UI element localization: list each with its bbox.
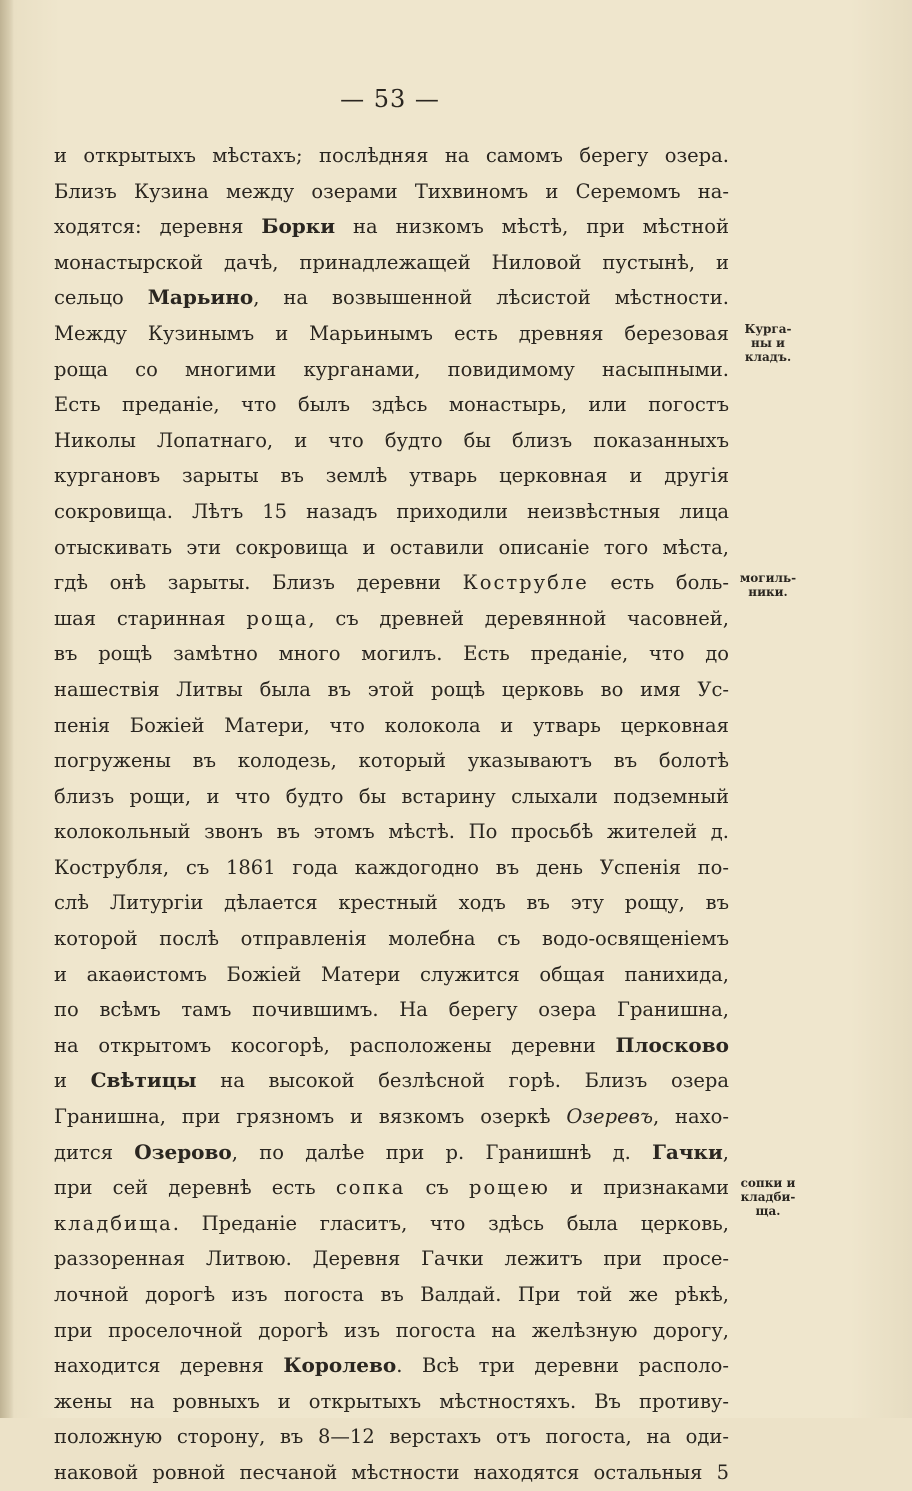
text-line [54,1277,729,1313]
text-run: гдѣ онѣ зарыты. Близъ деревни [54,571,463,595]
text-line [54,921,729,957]
text-run: жены на ровныхъ и открытыхъ мѣстностяхъ. Въ противу- [54,1389,729,1413]
text-line [54,1028,729,1064]
text-run: которой послѣ отправленія молебна съ водо-освященіемъ [54,927,729,951]
text-bold: Озерово [134,1139,232,1164]
text-run: кургановъ зарыты въ землѣ утварь церковная и другія [54,464,729,488]
text-bold: Плосково [615,1032,729,1057]
text-run: Между Кузинымъ и Марьинымъ есть древняя березовая [54,321,729,345]
text-line [54,636,729,672]
text-line [54,494,729,530]
margin-note: сопки и кладби- ща. [740,1176,796,1219]
page-body-text [54,138,729,1491]
text-line [54,280,729,316]
text-line [54,1063,729,1099]
text-run: и акаѳистомъ Божіей Матери служится общая панихида, [54,962,729,986]
text-line [54,850,729,886]
text-run: монастырской дачѣ, принадлежащей Ниловой пустынѣ, и [54,250,729,274]
margin-note: могиль- ники. [739,571,797,600]
text-spaced: кладбища [54,1211,173,1235]
page-number: — 53 — [340,85,440,113]
text-run: раззоренная Литвою. Деревня Гачки лежитъ при просе- [54,1247,729,1271]
text-run: на низкомъ мѣстѣ, при мѣстной [335,215,729,239]
margin-note: Курга- ны и кладъ. [744,322,792,364]
text-run: на высокой безлѣсной горѣ. Близъ озера [196,1069,729,1093]
text-bold: Гачки [652,1139,723,1164]
text-run: ходятся: деревня [54,215,262,239]
text-run: пенія Божіей Матери, что колокола и утварь церковная [54,713,729,737]
text-line [54,245,729,281]
text-run: Есть преданіе, что былъ здѣсь монастырь, или погостъ [54,393,729,417]
text-line [54,1348,729,1384]
text-line [54,530,729,566]
text-line [54,1099,729,1135]
text-run: сельцо [54,286,148,310]
text-spaced: рощею [469,1176,550,1200]
text-line [54,1135,729,1171]
text-line [54,957,729,993]
text-run: на открытомъ косогорѣ, расположены деревни [54,1033,616,1057]
text-run: близъ рощи, и что будто бы встарину слыхали подземный [54,784,729,808]
text-line [54,1170,729,1206]
text-line [54,1455,729,1491]
text-line [54,1206,729,1242]
text-run: наковой ровной песчаной мѣстности находятся остальныя 5 [54,1460,729,1484]
text-run: въ рощѣ замѣтно много могилъ. Есть преданіе, что до [54,642,729,666]
text-run: Гранишна, при грязномъ и вязкомъ озеркѣ [54,1105,567,1129]
text-italic: Озеревъ [566,1105,653,1129]
text-run: лочной дорогѣ изъ погоста въ Валдай. При той же рѣкѣ, [54,1283,729,1306]
text-line [54,779,729,815]
text-run: роща со многими курганами, повидимому насыпными. [54,357,729,381]
text-line [54,316,729,352]
text-run: слѣ Литургіи дѣлается крестный ходъ въ эту рощу, въ [54,891,729,915]
text-run: съ [405,1176,470,1200]
text-line [54,1241,729,1277]
text-run: и признаками [549,1176,729,1200]
text-spaced: Кострубле [462,571,589,595]
text-run: и открытыхъ мѣстахъ; послѣдняя на самомъ берегу озера. [54,144,729,167]
text-run: , на возвышенной лѣсистой мѣстности. [253,286,729,310]
text-run: при сей деревнѣ есть [54,1176,336,1200]
book-spine-shadow [0,0,14,1418]
text-run: сокровища. Лѣтъ 15 назадъ приходили неизвѣстныя лица [54,499,729,523]
text-line [54,174,729,210]
text-bold: Свѣтицы [90,1068,197,1093]
text-line [54,138,729,174]
text-run: Николы Лопатнаго, и что будто бы близъ показанныхъ [54,428,729,452]
text-run: , съ древней деревянной часовней, [308,606,729,630]
text-line [54,565,729,601]
text-line [54,209,729,245]
text-run: . Всѣ три деревни располо- [396,1354,729,1378]
text-line [54,992,729,1028]
text-run: отыскивать эти сокровища и оставили описаніе того мѣста, [54,535,729,559]
text-run: , [722,1140,729,1164]
text-line [54,814,729,850]
text-spaced: роща [246,606,309,630]
text-line [54,423,729,459]
text-line [54,708,729,744]
text-run: положную сторону, въ 8—12 верстахъ отъ погоста, на оди- [54,1425,729,1449]
text-run: находится деревня [54,1354,284,1378]
text-bold: Королево [283,1353,397,1378]
text-line [54,601,729,637]
text-line [54,387,729,423]
text-line [54,352,729,388]
text-run: . Преданіе гласитъ, что здѣсь была церковь, [172,1211,729,1235]
text-run: , нахо- [652,1105,729,1129]
text-run: Близъ Кузина между озерами Тихвиномъ и Серемомъ на- [54,179,729,203]
text-run: , по далѣе при р. Гранишнѣ д. [231,1140,653,1164]
text-run: Кострубля, съ 1861 года каждогодно въ день Успенія по- [54,855,729,879]
text-run: по всѣмъ тамъ почившимъ. На берегу озера Гранишна, [54,998,729,1022]
text-run: погружены въ колодезь, который указываютъ въ болотѣ [54,749,729,773]
text-run: и [54,1069,91,1093]
text-run: нашествія Литвы была въ этой рощѣ церковь во имя Ус- [54,677,729,701]
text-spaced: сопка [335,1176,406,1200]
text-run: шая старинная [54,606,247,630]
text-line [54,1419,729,1455]
text-bold: Марьино [147,285,254,310]
text-line [54,885,729,921]
text-run: колокольный звонъ въ этомъ мѣстѣ. По просьбѣ жителей д. [54,820,729,844]
text-line [54,458,729,494]
text-line [54,1384,729,1420]
text-line [54,672,729,708]
text-run: при проселочной дорогѣ изъ погоста на желѣзную дорогу, [54,1318,729,1342]
text-bold: Борки [261,214,336,239]
text-line [54,1313,729,1349]
text-line [54,743,729,779]
text-run: дится [54,1140,135,1164]
text-run: есть боль- [588,571,729,595]
